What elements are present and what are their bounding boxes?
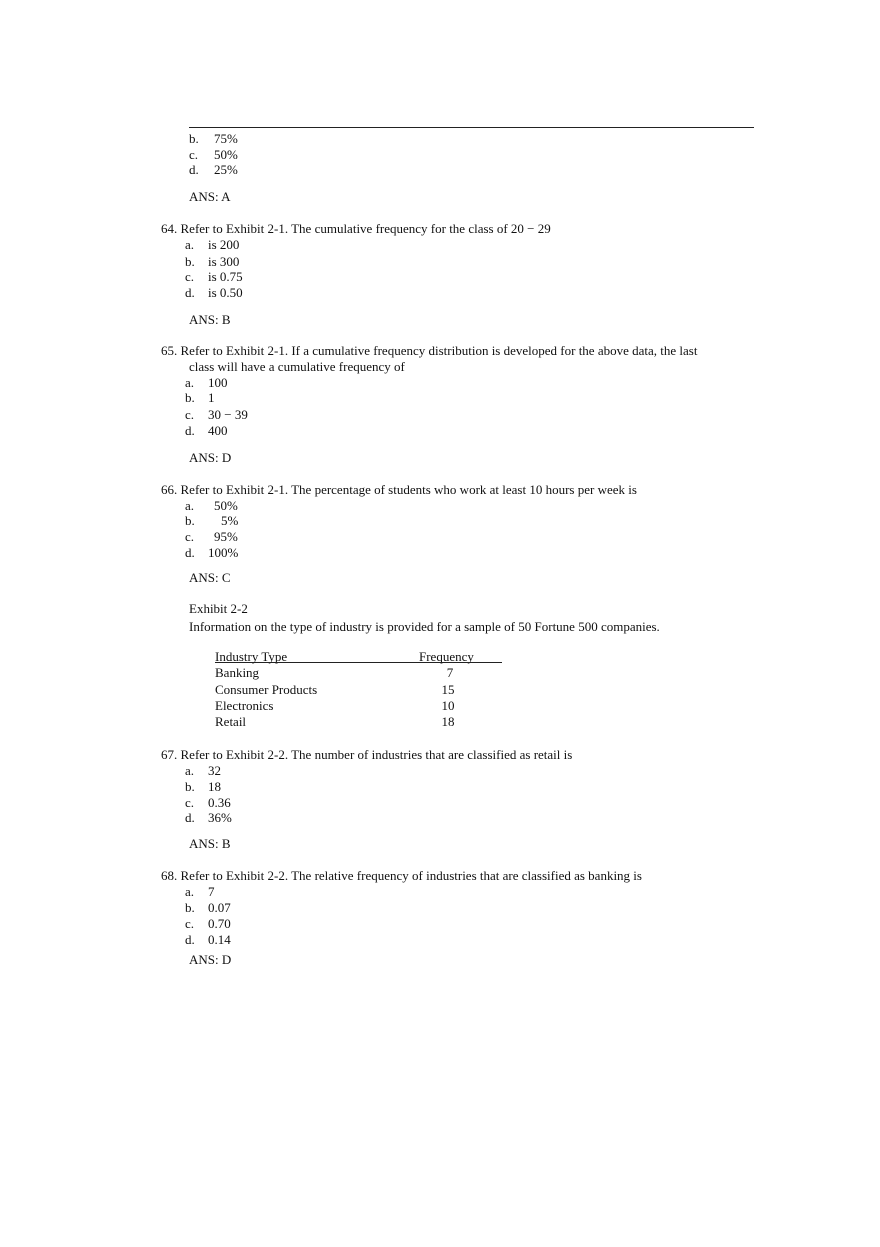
option-letter: d.	[185, 932, 195, 947]
option-text: 75%	[214, 131, 238, 146]
option-letter: c.	[185, 529, 195, 544]
option-text: 0.07	[208, 900, 231, 915]
option-text: 36%	[208, 810, 232, 825]
option-letter: c.	[185, 916, 195, 931]
table-cell-frequency: 15	[441, 682, 455, 697]
option-text: 400	[208, 423, 228, 438]
option-text: 18	[208, 779, 221, 794]
answer: ANS: A	[189, 189, 231, 204]
column-header-frequency: Frequency	[419, 649, 474, 664]
exhibit-title: Exhibit 2-2	[189, 601, 248, 616]
option-text: 1	[208, 390, 215, 405]
option-text: 32	[208, 763, 221, 778]
option-letter: b.	[185, 779, 195, 794]
answer: ANS: D	[189, 952, 232, 967]
question-66-stem: 66. Refer to Exhibit 2-1. The percentage of students who work at least 10 hours per week is	[161, 482, 637, 497]
option-letter: d.	[185, 810, 195, 825]
table-cell-frequency: 10	[441, 698, 455, 713]
answer: ANS: D	[189, 450, 232, 465]
answer: ANS: B	[189, 312, 231, 327]
option-letter: c.	[189, 147, 199, 162]
table-cell-type: Consumer Products	[215, 682, 318, 697]
option-text: is 200	[208, 237, 240, 252]
answer: ANS: C	[189, 570, 231, 585]
option-letter: a.	[185, 498, 195, 513]
option-text: 95%	[214, 529, 238, 544]
table-cell-type: Banking	[215, 665, 260, 680]
question-67-stem: 67. Refer to Exhibit 2-2. The number of industries that are classified as retail is	[161, 747, 573, 762]
option-letter: a.	[185, 884, 195, 899]
option-text: is 0.75	[208, 269, 243, 284]
option-letter: c.	[185, 269, 195, 284]
option-letter: a.	[185, 763, 195, 778]
question-68-stem: 68. Refer to Exhibit 2-2. The relative frequency of industries that are classified as banking is	[161, 868, 642, 883]
question-64-stem: 64. Refer to Exhibit 2-1. The cumulative frequency for the class of 20 − 29	[161, 221, 551, 236]
column-header-industry-type: Industry Type	[215, 649, 288, 664]
option-letter: b.	[185, 254, 195, 269]
option-letter: b.	[189, 131, 199, 146]
option-text: 50%	[214, 498, 238, 513]
option-letter: d.	[185, 285, 195, 300]
exhibit-description: Information on the type of industry is provided for a sample of 50 Fortune 500 companies.	[189, 619, 660, 634]
option-letter: b.	[185, 390, 195, 405]
answer: ANS: B	[189, 836, 231, 851]
option-text: 0.36	[208, 795, 231, 810]
option-text: 100%	[208, 545, 239, 560]
table-cell-type: Retail	[215, 714, 247, 729]
option-letter: a.	[185, 375, 195, 390]
question-65-stem-cont: class will have a cumulative frequency of	[189, 359, 405, 374]
option-text: is 0.50	[208, 285, 243, 300]
option-text: 50%	[214, 147, 238, 162]
option-letter: c.	[185, 407, 195, 422]
option-letter: b.	[185, 900, 195, 915]
header-underline	[215, 662, 502, 663]
option-letter: b.	[185, 513, 195, 528]
option-letter: d.	[185, 423, 195, 438]
option-text: is 300	[208, 254, 240, 269]
option-text: 5%	[221, 513, 239, 528]
option-text: 0.14	[208, 932, 231, 947]
option-letter: d.	[185, 545, 195, 560]
header-rule	[189, 127, 754, 128]
option-text: 100	[208, 375, 228, 390]
option-letter: a.	[185, 237, 195, 252]
table-cell-frequency: 7	[446, 665, 454, 680]
option-text: 25%	[214, 162, 238, 177]
option-text: 30 − 39	[208, 407, 248, 422]
table-cell-type: Electronics	[215, 698, 274, 713]
question-65-stem: 65. Refer to Exhibit 2-1. If a cumulative frequency distribution is developed for the above data, the last	[161, 343, 698, 358]
option-letter: d.	[189, 162, 199, 177]
table-cell-frequency: 18	[441, 714, 455, 729]
option-text: 0.70	[208, 916, 231, 931]
option-text: 7	[208, 884, 215, 899]
option-letter: c.	[185, 795, 195, 810]
